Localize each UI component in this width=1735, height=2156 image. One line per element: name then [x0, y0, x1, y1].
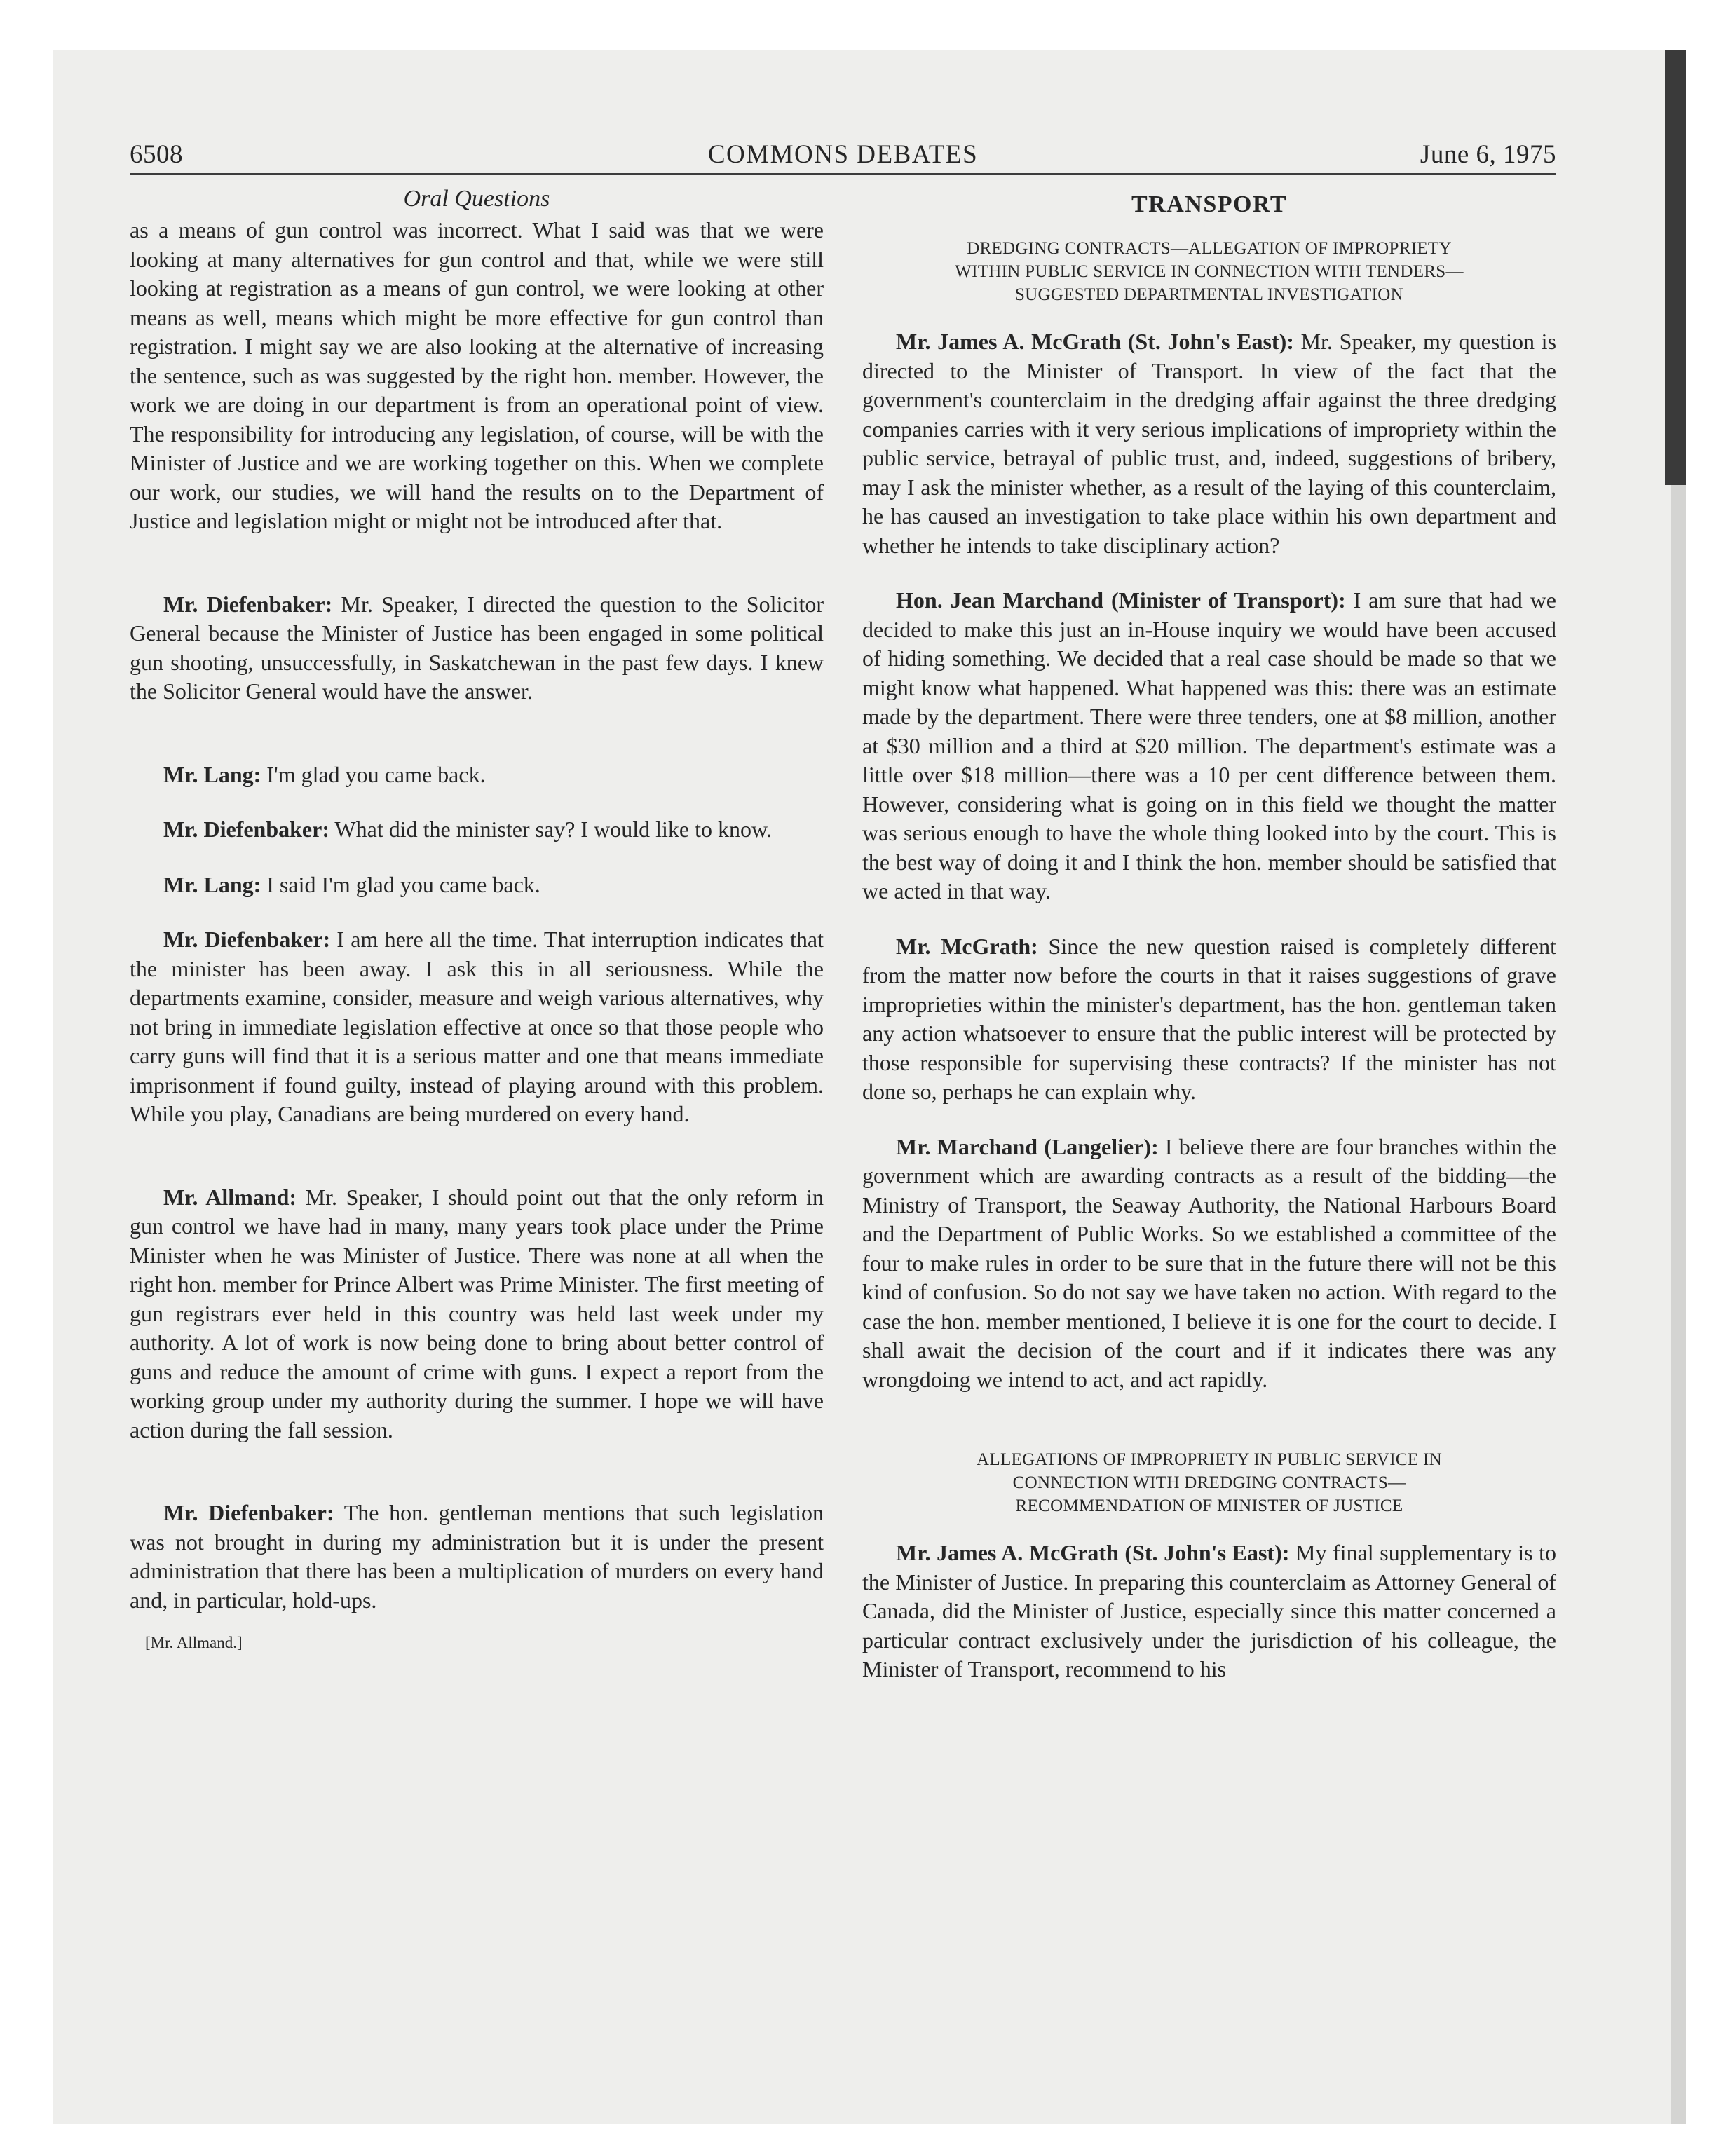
speaker-name: Mr. Allmand:: [163, 1184, 297, 1210]
subheading-line: SUGGESTED DEPARTMENTAL INVESTIGATION: [1014, 285, 1404, 304]
paragraph-text: My final supplementary is to the Minister of Justice. In preparing this counterclaim as Attorney General of Canada, did the Minister of Justice, especially since this matter concerned a particular contract exclusively under the jurisdiction of his colleague, the Minister of Transport, recommend to his: [862, 1540, 1557, 1681]
paragraph: [862, 932, 1556, 1107]
paragraph: [862, 586, 1556, 906]
running-header: [130, 137, 1556, 175]
publication-title: COMMONS DEBATES: [707, 140, 979, 169]
speaker-name: Mr. Marchand (Langelier):: [896, 1133, 1159, 1159]
document-content: [130, 137, 1557, 1681]
paragraph-text: Mr. Speaker, my question is directed to the Minister of Transport. In view of the fact that the government's counterclaim in the dredging affair against the three dredging companies carries with it very serious implications of impropriety within the public service, betrayal of public trust, and, indeed, suggestions of bribery, may I ask the minister whether, as a result of the laying of this counterclaim, he has caused an investigation to take place within his own department and whether he intends to take disciplinary action?: [862, 329, 1557, 558]
left-column: [130, 182, 824, 1653]
paragraph-text: The hon. gentleman mentions that such legislation was not brought in during my administration but it is under the present administration that there has been a multiplication of murders on every hand and, in particular, hold-ups.: [130, 1500, 824, 1613]
page-edge-lower: [1671, 485, 1686, 2124]
paragraph-text: I believe there are four branches within the government which are awarding contracts as a result of the bidding—the Ministry of Transport, the Seaway Authority, the National Harbours Board and the Department of Public Works. So we established a committee of the four to make rules in order to be sure that in the future there will not be this kind of confusion. So do not say we have taken no action. With regard to the case the hon. member mentioned, I believe it is one for the court to decide. I shall await the decision of the court and if it indicates there was any wrongdoing we intend to act, and act rapidly.: [862, 1133, 1557, 1392]
issue-date: June 6, 1975: [1420, 140, 1556, 169]
paragraph: [862, 1538, 1556, 1684]
speaker-name: Mr. James A. McGrath (St. John's East):: [896, 1540, 1290, 1565]
paragraph: [130, 925, 824, 1129]
paragraph-text: Since the new question raised is completely different from the matter now before the courts in that it raises suggestions of grave improprieties within the minister's department, has the hon. gentleman taken any action whatsoever to ensure that the public interest will be protected by those responsible for supervising these contracts? If the minister has not done so, perhaps he can explain why.: [862, 933, 1557, 1104]
speaker-name: Mr. McGrath:: [896, 933, 1038, 959]
subheading-line: RECOMMENDATION OF MINISTER OF JUSTICE: [1015, 1496, 1403, 1515]
speaker-name: Mr. Diefenbaker:: [163, 927, 331, 952]
paragraph: [130, 216, 824, 536]
paragraph: [862, 1133, 1556, 1395]
speaker-footnote: [Mr. Allmand.]: [145, 1634, 243, 1651]
paragraph-text: as a means of gun control was incorrect. What I said was that we were looking at many alternatives for gun control and that, while we were still looking at registration as a means of gun control, we were looking at other means as well, means which might be more effective for gun control than registration. I might say we are also looking at the alternative of increasing the sentence, such as was suggested by the right hon. member. However, the work we are doing in our department is from an operational point of view. The responsibility for introducing any legislation, of course, will be with the Minister of Justice and we are working together on this. When we complete our work, our studies, we will hand the results on to the Department of Justice and legislation might or might not be introduced after that.: [130, 217, 824, 533]
speaker-name: Mr. Lang:: [163, 761, 261, 787]
paragraph-text: What did the minister say? I would like to know.: [334, 817, 772, 842]
subheading-line: CONNECTION WITH DREDGING CONTRACTS—: [1012, 1473, 1406, 1492]
paragraph-text: Mr. Speaker, I directed the question to the Solicitor General because the Minister of Justice has been engaged in some political gun shooting, unsuccessfully, in Saskatchewan in the past few days. I knew the Solicitor General would have the answer.: [130, 591, 824, 704]
subheading-line: WITHIN PUBLIC SERVICE IN CONNECTION WITH TENDERS—: [955, 262, 1464, 281]
page-number: 6508: [130, 140, 183, 169]
subheading-line: DREDGING CONTRACTS—ALLEGATION OF IMPROPRIETY: [967, 239, 1452, 258]
subheading: [862, 1448, 1556, 1517]
paragraph-text: I'm glad you came back.: [266, 761, 486, 787]
speaker-name: Mr. Lang:: [163, 871, 261, 897]
section-note: Oral Questions: [403, 186, 550, 212]
page-edge-shadow: [1665, 50, 1686, 485]
paragraph: [130, 1499, 824, 1615]
paragraph: [862, 327, 1556, 560]
subheading-line: ALLEGATIONS OF IMPROPRIETY IN PUBLIC SERVICE IN: [977, 1450, 1442, 1469]
subheading: [862, 237, 1556, 306]
topic-heading: TRANSPORT: [1131, 191, 1287, 217]
speaker-name: Mr. Diefenbaker:: [163, 817, 329, 842]
paragraph: [130, 871, 824, 900]
paragraph: [130, 815, 824, 845]
speaker-name: Mr. Diefenbaker:: [163, 1500, 334, 1525]
speaker-name: Mr. James A. McGrath (St. John's East):: [896, 329, 1294, 354]
paragraph-text: I am sure that had we decided to make this just an in-House inquiry we would have been accused of hiding something. We decided that a real case should be made so that we might know what happened. What happened was this: there was an estimate made by the department. There were three tenders, one at $8 million, another at $30 million and a third at $20 million. The department's estimate was a little over $18 million—there was a 10 per cent difference between them. However, considering what is going on in this field we thought the matter was serious enough to have the whole thing looked into by the court. This is the best way of doing it and I think the hon. member should be satisfied that we acted in that way.: [862, 587, 1556, 903]
paragraph-text: I said I'm glad you came back.: [266, 871, 540, 897]
paragraph-text: Mr. Speaker, I should point out that the only reform in gun control we have had in many, many years took place under the Prime Minister when he was Minister of Justice. There was none at all when the right hon. member for Prince Albert was Prime Minister. The first meeting of gun registrars ever held in this country was held last week under my authority. A lot of work is now being done to bring about better control of guns and reduce the amount of crime with guns. I expect a report from the working group under my authority during the summer. I hope we will have action during the fall session.: [130, 1184, 824, 1442]
paragraph: [130, 590, 824, 707]
speaker-name: Hon. Jean Marchand (Minister of Transport):: [896, 587, 1346, 613]
right-column: [862, 182, 1556, 1710]
paragraph: [130, 760, 824, 790]
speaker-name: Mr. Diefenbaker:: [163, 591, 333, 617]
paragraph-text: I am here all the time. That interruption indicates that the minister has been away. I ask this in all seriousness. While the departments examine, consider, measure and weigh various alternatives, why not bring in immediate legislation effective at once so that those people who carry guns will find that it is a serious matter and one that means immediate imprisonment if found guilty, instead of playing around with this problem. While you play, Canadians are being murdered on every hand.: [130, 927, 824, 1126]
paragraph: [130, 1183, 824, 1445]
